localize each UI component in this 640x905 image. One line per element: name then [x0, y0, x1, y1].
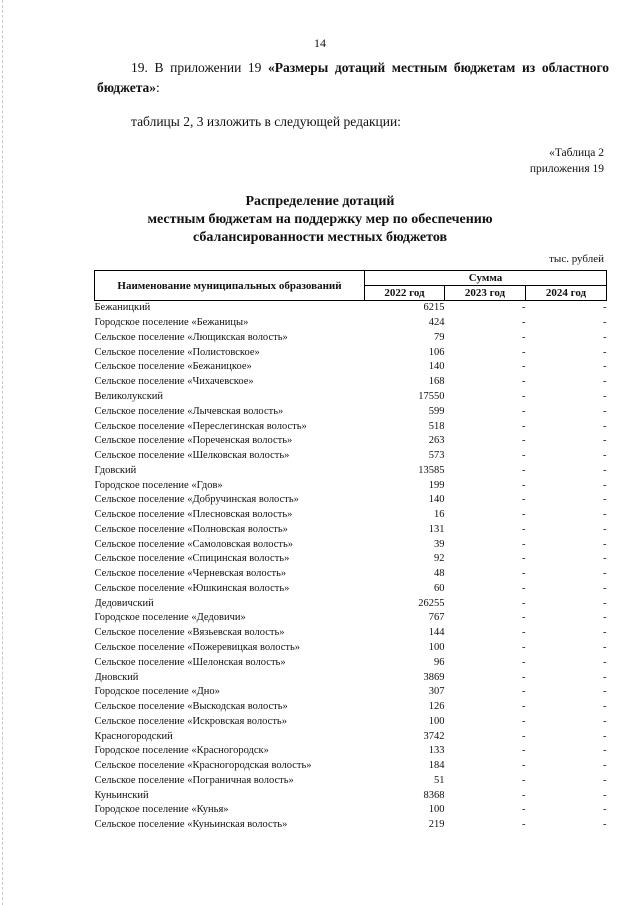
heading-line2: местным бюджетам на поддержку мер по обеспечению — [147, 212, 493, 227]
table-row — [95, 331, 607, 346]
cell-v2023: - — [522, 346, 526, 358]
cell-v2023: - — [522, 390, 526, 402]
cell-name: Сельское поселение «Искровская волость» — [94, 715, 287, 727]
cell-v2022: 199 — [428, 479, 445, 491]
cell-v2022: 140 — [428, 361, 445, 373]
table-row — [95, 759, 607, 774]
table-row — [95, 552, 607, 567]
cell-v2023: - — [522, 523, 526, 535]
cell-name: Сельское поселение «Пожеревицкая волость» — [94, 641, 301, 653]
cell-name: Городское поселение «Гдов» — [94, 479, 223, 491]
table-row — [95, 626, 607, 641]
cell-name: Сельское поселение «Лычевская волость» — [94, 405, 284, 417]
cell-v2024: - — [603, 612, 607, 624]
cell-v2022: 60 — [434, 582, 445, 594]
cell-v2024: - — [603, 420, 607, 432]
table-row — [95, 582, 607, 597]
column-header-2022: 2022 год — [365, 286, 445, 301]
cell-name: Городское поселение «Красногородск» — [94, 745, 269, 757]
table-row — [95, 714, 607, 729]
cell-v2024: - — [603, 361, 607, 373]
cell-v2024: - — [603, 804, 607, 816]
table-reference-line1: «Таблица 2 — [549, 147, 604, 159]
page-number: 14 — [314, 36, 326, 50]
cell-v2022: 424 — [428, 317, 445, 329]
cell-v2023: - — [522, 538, 526, 550]
cell-v2024: - — [603, 582, 607, 594]
cell-v2024: - — [603, 509, 607, 521]
cell-v2023: - — [522, 317, 526, 329]
cell-v2022: 518 — [428, 420, 445, 432]
amendment-paragraph — [97, 58, 609, 98]
cell-v2024: - — [603, 760, 607, 772]
tables-instruction: таблицы 2, 3 изложить в следующей редакции: — [131, 114, 401, 129]
cell-name: Сельское поселение «Выскодская волость» — [94, 701, 288, 713]
cell-v2022: 133 — [428, 745, 445, 757]
table-row — [95, 685, 607, 700]
cell-v2024: - — [603, 627, 607, 639]
cell-v2022: 13585 — [418, 464, 445, 476]
table-row — [95, 493, 607, 508]
cell-v2024: - — [603, 774, 607, 786]
cell-v2024: - — [603, 641, 607, 653]
cell-v2024: - — [603, 331, 607, 343]
cell-v2023: - — [522, 494, 526, 506]
cell-name: Бежаницкий — [94, 302, 151, 314]
cell-name: Городское поселение «Дно» — [94, 686, 220, 698]
amendment-appendix-title: «Размеры дотаций местным бюджетам из областного бюджета» — [97, 60, 610, 95]
cell-name: Красногородский — [94, 730, 173, 742]
cell-v2022: 6215 — [423, 302, 445, 314]
cell-name: Дновский — [94, 671, 139, 683]
cell-v2023: - — [522, 582, 526, 594]
cell-v2024: - — [603, 730, 607, 742]
cell-v2022: 26255 — [418, 597, 445, 609]
cell-v2023: - — [522, 302, 526, 314]
cell-name: Сельское поселение «Пореченская волость» — [94, 435, 293, 447]
table-row — [95, 508, 607, 523]
cell-name: Сельское поселение «Шелонская волость» — [94, 656, 286, 668]
table-row — [95, 655, 607, 670]
cell-v2023: - — [522, 671, 526, 683]
cell-v2023: - — [522, 627, 526, 639]
cell-v2022: 140 — [428, 494, 445, 506]
cell-v2022: 51 — [434, 774, 445, 786]
cell-v2024: - — [603, 302, 607, 314]
cell-v2023: - — [522, 405, 526, 417]
cell-v2024: - — [603, 479, 607, 491]
cell-v2023: - — [522, 730, 526, 742]
cell-v2023: - — [522, 745, 526, 757]
cell-v2024: - — [603, 789, 607, 801]
cell-v2023: - — [522, 464, 526, 476]
table-row — [95, 611, 607, 626]
table-heading — [60, 193, 580, 247]
column-header-2024: 2024 год — [526, 286, 607, 301]
table-row — [95, 803, 607, 818]
cell-v2024: - — [603, 568, 607, 580]
cell-name: Сельское поселение «Самоловская волость» — [94, 538, 294, 550]
cell-v2024: - — [603, 701, 607, 713]
cell-v2023: - — [522, 509, 526, 521]
table-row — [95, 774, 607, 789]
cell-v2022: 131 — [428, 523, 445, 535]
cell-v2023: - — [522, 435, 526, 447]
cell-v2023: - — [522, 568, 526, 580]
cell-v2023: - — [522, 641, 526, 653]
cell-v2022: 219 — [428, 819, 445, 831]
cell-v2024: - — [603, 553, 607, 565]
cell-v2022: 96 — [434, 656, 445, 668]
cell-v2024: - — [603, 745, 607, 757]
cell-name: Сельское поселение «Полновская волость» — [94, 523, 288, 535]
cell-v2023: - — [522, 420, 526, 432]
cell-v2023: - — [522, 553, 526, 565]
cell-name: Сельское поселение «Чихачевское» — [94, 376, 254, 388]
cell-name: Куньинский — [94, 789, 149, 801]
table-row — [95, 404, 607, 419]
cell-v2024: - — [603, 715, 607, 727]
table-row — [95, 449, 607, 464]
cell-v2024: - — [603, 538, 607, 550]
subsidy-table — [94, 270, 607, 833]
table-row — [95, 345, 607, 360]
cell-v2023: - — [522, 376, 526, 388]
cell-v2022: 100 — [428, 804, 445, 816]
table-row — [95, 390, 607, 405]
cell-v2023: - — [522, 701, 526, 713]
cell-v2022: 3869 — [423, 671, 445, 683]
table-row — [95, 596, 607, 611]
table-row — [95, 818, 607, 833]
cell-v2022: 263 — [428, 435, 445, 447]
amendment-prefix: 19. В приложении 19 — [131, 60, 269, 75]
column-header-sum: Сумма — [365, 271, 607, 286]
table-row — [95, 729, 607, 744]
cell-v2022: 8368 — [423, 789, 445, 801]
cell-name: Городское поселение «Дедовичи» — [94, 612, 246, 624]
cell-name: Дедовичский — [94, 597, 154, 609]
cell-v2024: - — [603, 494, 607, 506]
table-row — [95, 700, 607, 715]
cell-v2024: - — [603, 376, 607, 388]
cell-v2023: - — [522, 774, 526, 786]
cell-v2024: - — [603, 405, 607, 417]
cell-name: Сельское поселение «Переслегинская волость» — [94, 420, 307, 432]
cell-v2022: 573 — [428, 450, 445, 462]
cell-v2022: 126 — [428, 701, 445, 713]
column-header-2023: 2023 год — [445, 286, 526, 301]
cell-v2023: - — [522, 686, 526, 698]
cell-v2022: 3742 — [423, 730, 445, 742]
cell-v2024: - — [603, 346, 607, 358]
table-row — [95, 360, 607, 375]
cell-name: Великолукский — [94, 390, 164, 402]
cell-v2022: 307 — [428, 686, 445, 698]
cell-v2024: - — [603, 656, 607, 668]
table-row — [95, 419, 607, 434]
cell-name: Сельское поселение «Добручинская волость» — [94, 494, 299, 506]
cell-v2022: 106 — [428, 346, 445, 358]
table-row — [95, 788, 607, 803]
cell-v2022: 100 — [428, 715, 445, 727]
heading-line1: Распределение дотаций — [245, 194, 395, 209]
heading-line3: сбалансированности местных бюджетов — [192, 230, 448, 245]
table-row — [95, 641, 607, 656]
cell-name: Сельское поселение «Спицинская волость» — [94, 553, 290, 565]
table-body — [95, 301, 607, 833]
cell-v2023: - — [522, 450, 526, 462]
cell-v2024: - — [603, 464, 607, 476]
cell-v2022: 16 — [434, 509, 445, 521]
cell-v2023: - — [522, 819, 526, 831]
cell-name: Городское поселение «Кунья» — [94, 804, 229, 816]
cell-v2022: 767 — [428, 612, 445, 624]
table-row — [95, 522, 607, 537]
cell-name: Сельское поселение «Пограничная волость» — [94, 774, 294, 786]
cell-v2022: 39 — [434, 538, 445, 550]
table-row — [95, 670, 607, 685]
cell-name: Сельское поселение «Бежаницкое» — [94, 361, 252, 373]
cell-v2024: - — [603, 435, 607, 447]
cell-v2023: - — [522, 789, 526, 801]
cell-v2024: - — [603, 819, 607, 831]
cell-name: Сельское поселение «Красногородская волость» — [94, 760, 312, 772]
cell-v2024: - — [603, 671, 607, 683]
table-row — [95, 478, 607, 493]
cell-name: Гдовский — [94, 464, 137, 476]
cell-name: Сельское поселение «Вязьевская волость» — [94, 627, 285, 639]
cell-v2023: - — [522, 656, 526, 668]
table-row — [95, 434, 607, 449]
cell-name: Сельское поселение «Шелковская волость» — [94, 450, 290, 462]
units-label: тыс. рублей — [549, 253, 604, 265]
cell-name: Городское поселение «Бежаницы» — [94, 317, 249, 329]
table-row — [95, 301, 607, 316]
page-edge — [2, 0, 4, 905]
cell-v2022: 168 — [428, 376, 445, 388]
cell-v2023: - — [522, 804, 526, 816]
cell-v2023: - — [522, 760, 526, 772]
cell-name: Сельское поселение «Полистовское» — [94, 346, 260, 358]
cell-v2022: 144 — [428, 627, 445, 639]
cell-v2024: - — [603, 317, 607, 329]
cell-name: Сельское поселение «Плесновская волость» — [94, 509, 293, 521]
cell-v2022: 92 — [434, 553, 445, 565]
cell-v2023: - — [522, 331, 526, 343]
table-row — [95, 463, 607, 478]
table-reference — [530, 145, 604, 177]
cell-v2024: - — [603, 450, 607, 462]
amendment-suffix: : — [156, 80, 160, 95]
cell-v2024: - — [603, 390, 607, 402]
cell-v2022: 100 — [428, 641, 445, 653]
table-row — [95, 375, 607, 390]
cell-v2022: 599 — [428, 405, 445, 417]
cell-name: Сельское поселение «Юшкинская волость» — [94, 582, 290, 594]
cell-v2024: - — [603, 686, 607, 698]
cell-v2024: - — [603, 597, 607, 609]
table-row — [95, 316, 607, 331]
cell-v2023: - — [522, 597, 526, 609]
cell-v2024: - — [603, 523, 607, 535]
cell-name: Сельское поселение «Черневская волость» — [94, 568, 287, 580]
table-row — [95, 537, 607, 552]
cell-name: Сельское поселение «Куньинская волость» — [94, 819, 288, 831]
cell-v2023: - — [522, 612, 526, 624]
cell-v2022: 48 — [434, 568, 445, 580]
cell-name: Сельское поселение «Лющикская волость» — [94, 331, 288, 343]
table-reference-line2: приложения 19 — [529, 163, 604, 175]
cell-v2022: 79 — [434, 331, 445, 343]
cell-v2023: - — [522, 361, 526, 373]
cell-v2022: 184 — [428, 760, 445, 772]
column-header-name: Наименование муниципальных образований — [95, 271, 365, 301]
table-row — [95, 567, 607, 582]
cell-v2023: - — [522, 715, 526, 727]
cell-v2022: 17550 — [418, 390, 445, 402]
cell-v2023: - — [522, 479, 526, 491]
table-row — [95, 744, 607, 759]
